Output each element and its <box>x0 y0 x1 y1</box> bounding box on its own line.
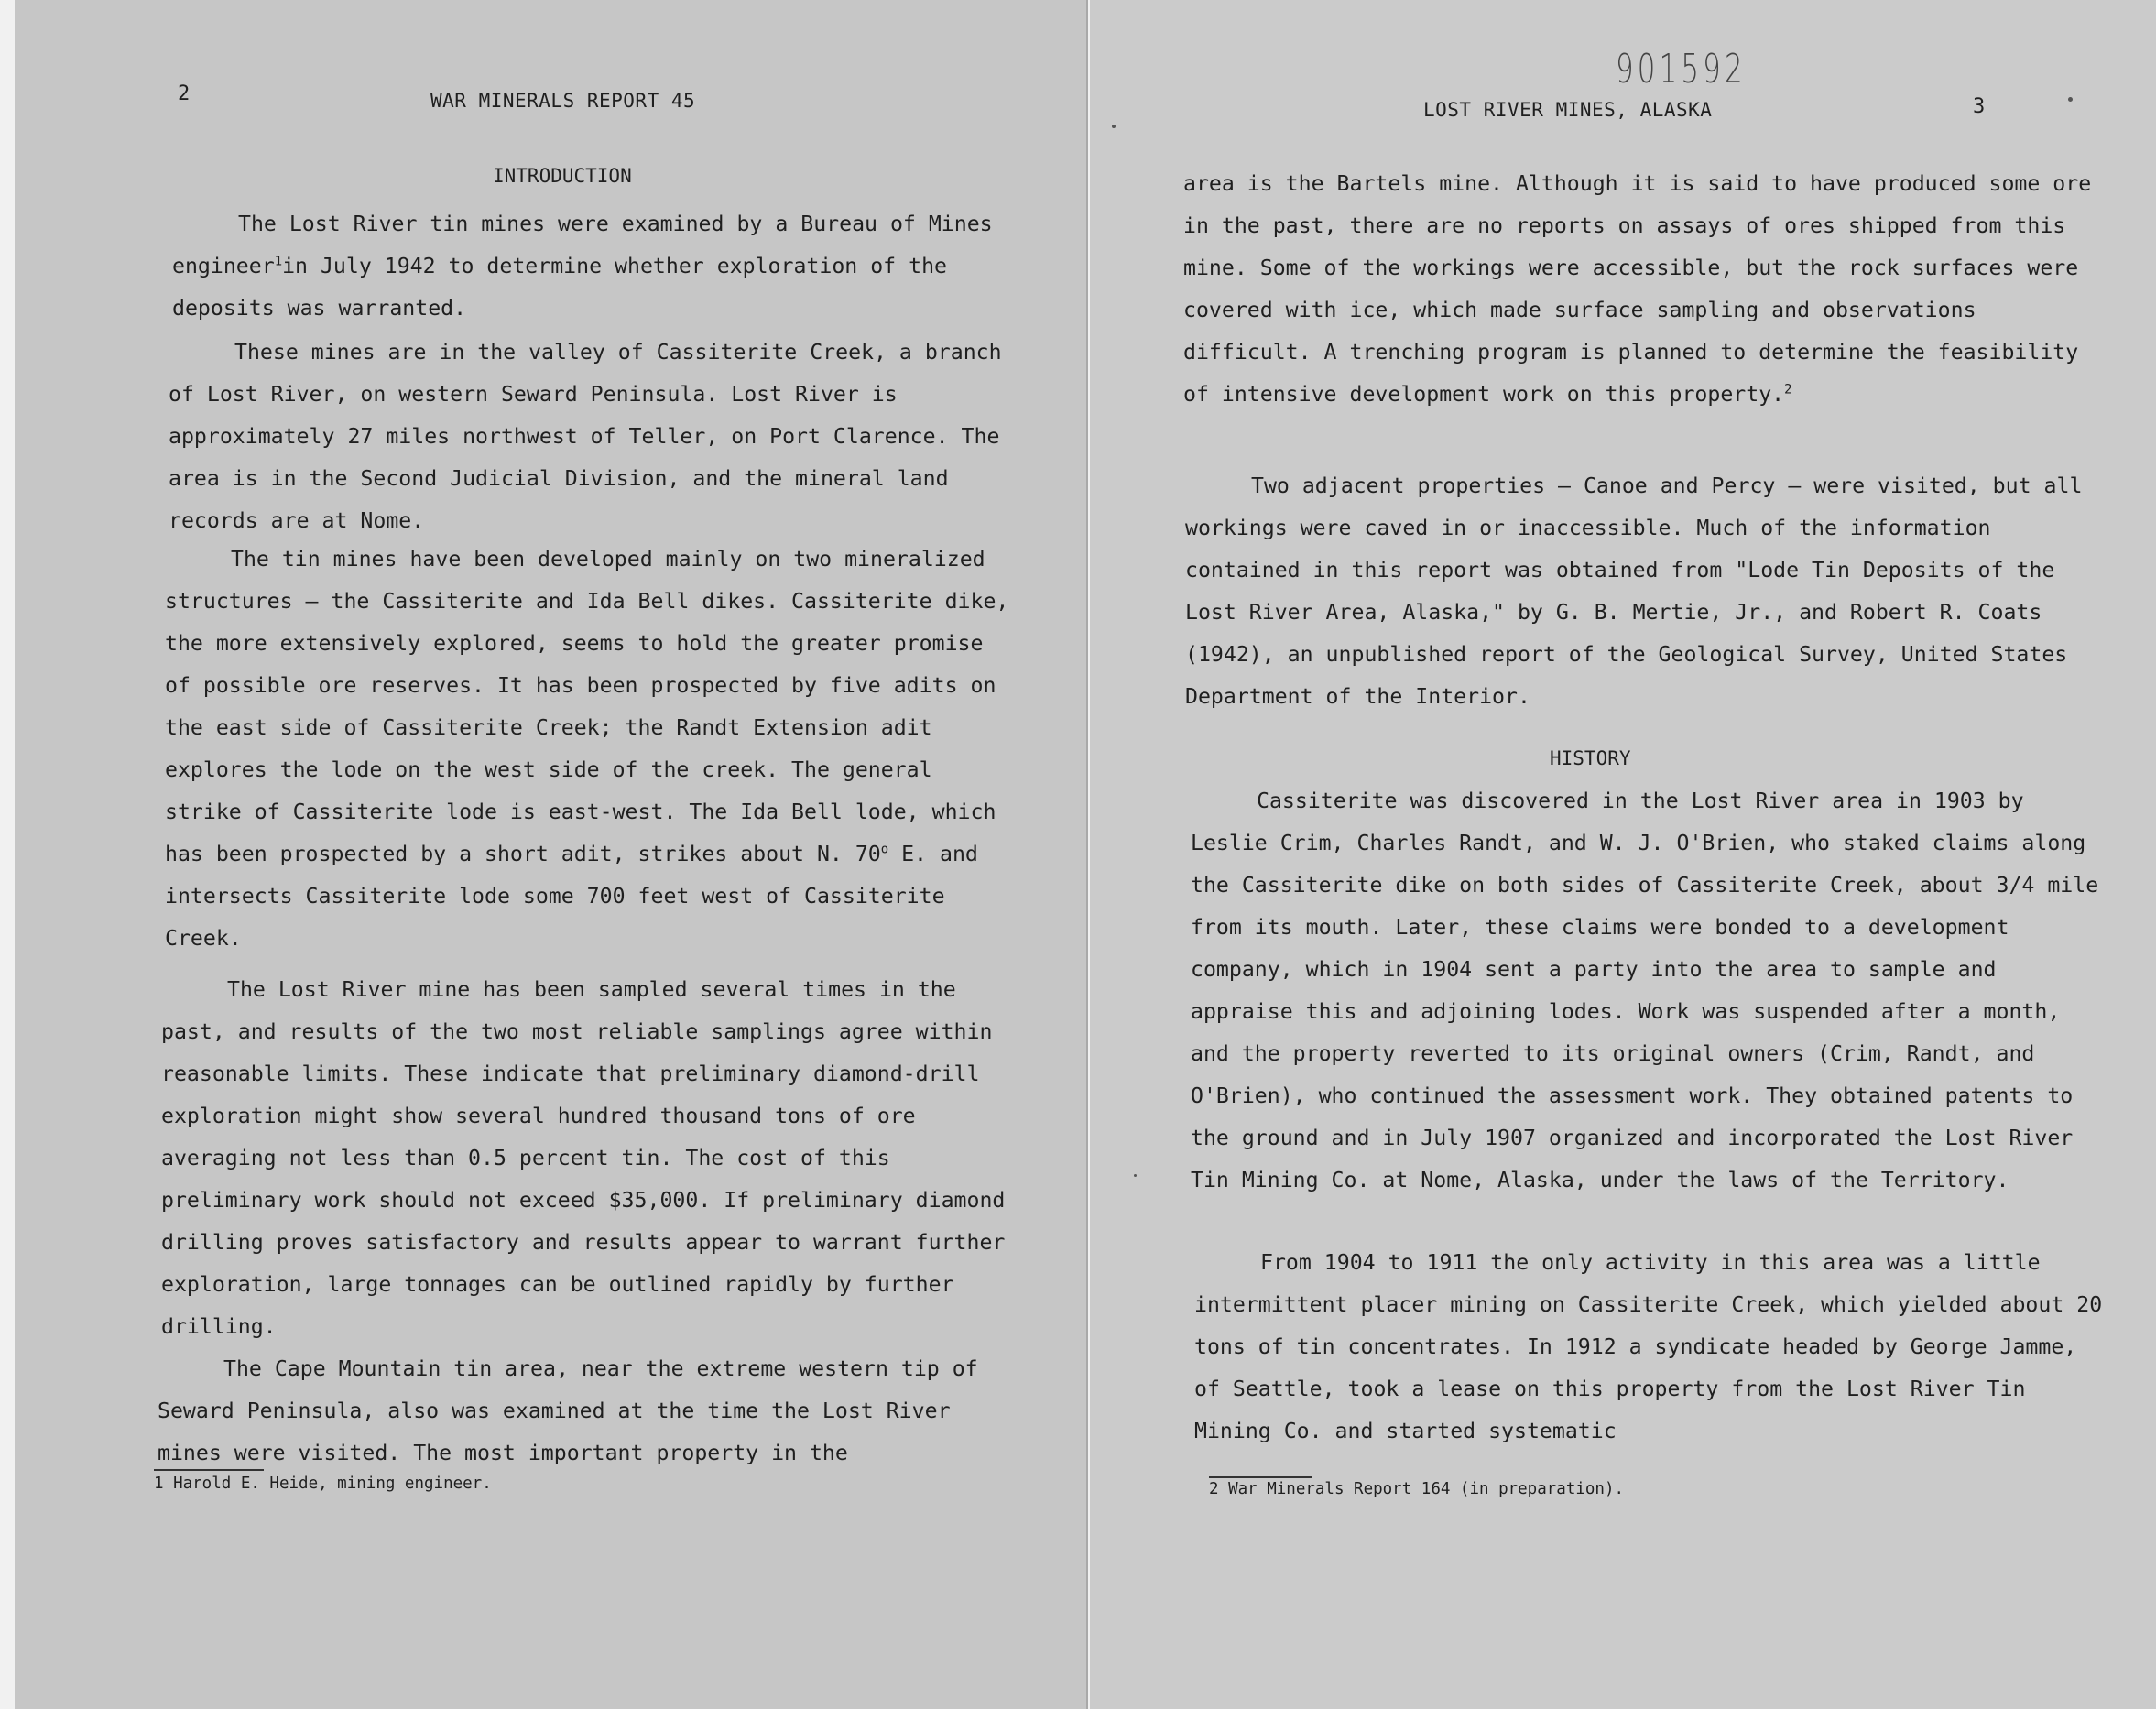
adjacent-properties-paragraph: Two adjacent properties — Canoe and Percy — were visited, but all workings were caved in or inaccessible. Much of the information contained in this report was obtained from "Lode Tin Deposits of the Lost River Area, Alaska," by G. B. Mertie, Jr., and Robert R. Coats (1942), an unpublished report of the Geological Survey, United States Department of the Interior. <box>1185 474 2083 709</box>
introduction-heading: INTRODUCTION <box>493 165 632 187</box>
intro-paragraph-3 <box>165 539 1015 960</box>
left-page-number: 2 <box>178 82 191 105</box>
history-paragraph-1: Cassiterite was discovered in the Lost River area in 1903 by Leslie Crim, Charles Randt, and W. J. O'Brien, who staked claims along the Cassiterite dike on both sides of Cassiterite Creek, about 3/4 mile from its mouth. Later, these claims were bonded to a development company, which in 1904 sent a party into the area to sample and appraise this and adjoining lodes. Work was suspended after a month, and the property reverted to its original owners (Crim, Randt, and O'Brien), who continued the assessment work. They obtained patents to the ground and in July 1907 organized and incorporated the Lost River Tin Mining Co. at Nome, Alaska, under the laws of the Territory. <box>1191 789 2099 1192</box>
right-footnote: 2 War Minerals Report 164 (in preparation). <box>1209 1480 1625 1498</box>
left-page <box>15 0 1088 1709</box>
left-running-title: WAR MINERALS REPORT 45 <box>430 90 696 112</box>
left-footnote: 1 Harold E. Heide, mining engineer. <box>154 1475 492 1493</box>
degree-mark: o <box>880 842 889 857</box>
right-footnote-rule <box>1209 1476 1312 1478</box>
intro-paragraph-1 <box>172 203 1015 330</box>
intro-p1-rest: in July 1942 to determine whether exploration of the deposits was warranted. <box>172 254 947 321</box>
history-heading: HISTORY <box>1550 747 1631 769</box>
bartels-text: area is the Bartels mine. Although it is said to have produced some ore in the past, there are no reports on assays of ores shipped from this mine. Some of the workings were accessible, but the rock surfaces were covered with ice, which made surface sampling and observations difficult. A trenching program is planned to determine the feasibility of intensive development work on this property. <box>1183 171 2092 407</box>
intro-p1-text: The Lost River tin mines were examined by a Bureau of Mines engineer <box>172 212 993 278</box>
footnote-mark-2: 2 <box>1784 382 1792 397</box>
intro-paragraph-5: The Cape Mountain tin area, near the extreme western tip of Seward Peninsula, also was examined at the time the Lost River mines were visited. The most important property in the <box>158 1356 978 1465</box>
footnote-mark-1: 1 <box>274 254 283 269</box>
bartels-paragraph <box>1183 163 2099 416</box>
right-page-number: 3 <box>1973 95 1986 118</box>
intro-paragraph-4: The Lost River mine has been sampled several times in the past, and results of the two most reliable samplings agree within reasonable limits. These indicate that preliminary diamond-drill exploration might show several hundred thousand tons of ore averaging not less than 0.5 percent tin. The cost of this preliminary work should not exceed $35,000. If preliminary diamond drilling proves satisfactory and results appear to warrant further exploration, large tonnages can be outlined rapidly by further drilling. <box>161 977 1006 1339</box>
intro-paragraph-2: These mines are in the valley of Cassiterite Creek, a branch of Lost River, on western Seward Peninsula. Lost River is approximately 27 miles northwest of Teller, on Port Clarence. The area is in the Second Judicial Division, and the mineral land records are at Nome. <box>169 340 1002 533</box>
history-paragraph-2: From 1904 to 1911 the only activity in this area was a little intermittent placer mining on Cassiterite Creek, which yielded about 20 tons of tin concentrates. In 1912 a syndicate headed by George Jamme, of Seattle, took a lease on this property from the Lost River Tin Mining Co. and started systematic <box>1194 1250 2103 1443</box>
stamp-number: 901592 <box>1616 46 1747 93</box>
intro-p3-text: The tin mines have been developed mainly on two mineralized structures — the Cassiterite and Ida Bell dikes. Cassiterite dike, the more extensively explored, seems to hold the greater promise of possible ore reserves. It has been prospected by five adits on the east side of Cassiterite Creek; the Randt Extension adit explores the lode on the west side of the creek. The general strike of Cassiterite lode is east-west. The Ida Bell lode, which has been prospected by a short adit, strikes about N. 70 <box>165 547 1009 866</box>
speck <box>2068 97 2073 102</box>
speck <box>1112 125 1116 128</box>
left-footnote-rule <box>154 1469 264 1471</box>
speck <box>1134 1174 1137 1177</box>
right-page <box>1090 0 2156 1709</box>
intro-p3-rest: E. and intersects Cassiterite lode some 700 feet west of Cassiterite Creek. <box>165 842 978 951</box>
right-running-title: LOST RIVER MINES, ALASKA <box>1423 99 1713 121</box>
